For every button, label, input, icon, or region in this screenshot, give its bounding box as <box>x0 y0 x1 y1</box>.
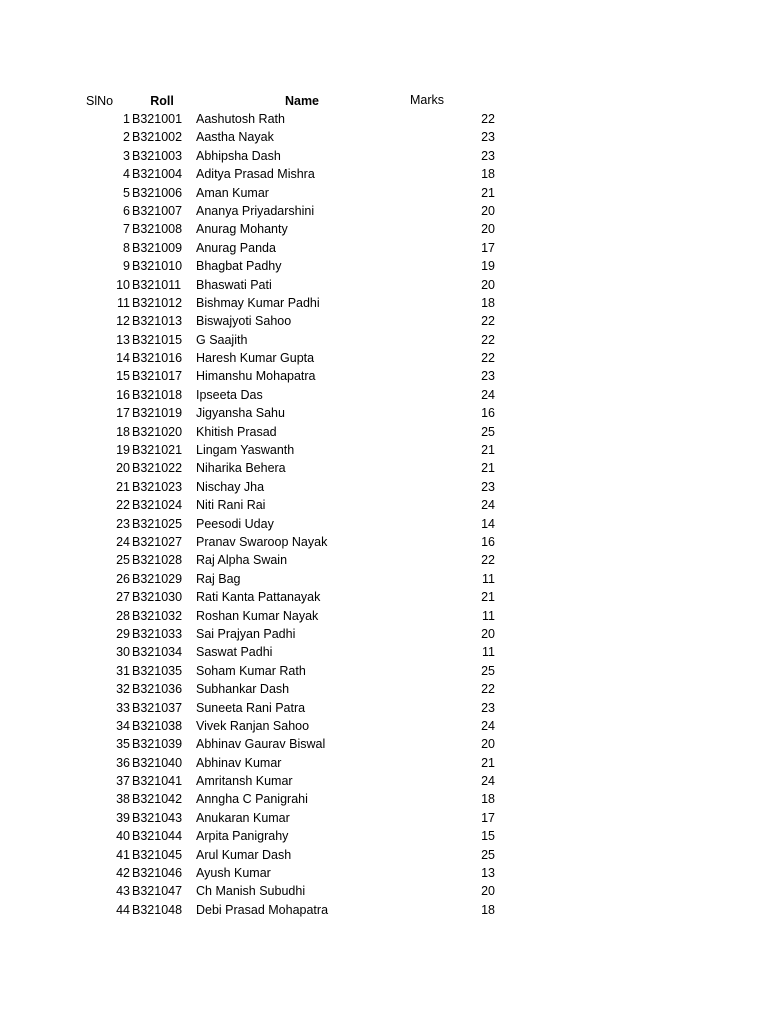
cell-roll: B321001 <box>132 112 183 126</box>
cell-marks: 17 <box>481 810 495 825</box>
cell-roll: B321042 <box>132 792 183 807</box>
cell-marks: 20 <box>481 737 495 752</box>
table-row <box>0 202 768 220</box>
header-marks: Marks <box>410 93 445 107</box>
cell-roll: B321016 <box>132 351 183 366</box>
cell-roll: B321007 <box>132 203 183 218</box>
cell-name: Haresh Kumar Gupta <box>196 351 315 366</box>
table-row <box>0 643 768 661</box>
cell-slno: 21 <box>116 479 130 494</box>
cell-slno: 1 <box>123 112 130 126</box>
table-row <box>0 790 768 808</box>
cell-name: Niharika Behera <box>196 461 286 476</box>
table-row <box>0 551 768 569</box>
table-row <box>0 809 768 827</box>
cell-name: Bishmay Kumar Padhi <box>196 295 320 310</box>
table-row <box>0 294 768 312</box>
cell-marks: 20 <box>481 626 495 641</box>
cell-roll: B321046 <box>132 866 183 881</box>
table-row <box>0 441 768 459</box>
cell-roll: B321030 <box>132 590 183 605</box>
cell-marks: 11 <box>482 645 495 660</box>
cell-name: Amritansh Kumar <box>196 774 293 789</box>
cell-slno: 42 <box>116 866 130 881</box>
cell-roll: B321027 <box>132 534 183 549</box>
table-row <box>0 220 768 238</box>
cell-marks: 23 <box>481 130 495 145</box>
cell-marks: 20 <box>481 277 495 292</box>
cell-marks: 17 <box>481 240 495 255</box>
cell-marks: 25 <box>481 663 495 678</box>
cell-roll: B321048 <box>132 902 183 917</box>
table-row <box>0 533 768 551</box>
cell-roll: B321004 <box>132 167 183 182</box>
cell-roll: B321023 <box>132 479 183 494</box>
cell-marks: 18 <box>481 167 495 182</box>
table-row <box>0 496 768 514</box>
table-row <box>0 846 768 864</box>
cell-roll: B321017 <box>132 369 183 384</box>
cell-marks: 15 <box>481 829 495 844</box>
cell-marks: 20 <box>481 203 495 218</box>
cell-slno: 29 <box>116 626 130 641</box>
cell-marks: 22 <box>481 682 495 697</box>
cell-marks: 19 <box>481 259 495 274</box>
cell-roll: B321018 <box>132 387 183 402</box>
cell-roll: B321024 <box>132 498 183 513</box>
table-row <box>0 625 768 643</box>
table-row <box>0 184 768 202</box>
table-row <box>0 312 768 330</box>
cell-slno: 33 <box>116 700 130 715</box>
cell-roll: B321044 <box>132 829 183 844</box>
cell-name: Aashutosh Rath <box>196 112 285 126</box>
cell-slno: 36 <box>116 755 130 770</box>
cell-name: Debi Prasad Mohapatra <box>196 902 329 917</box>
cell-roll: B321033 <box>132 626 183 641</box>
cell-marks: 23 <box>481 479 495 494</box>
cell-marks: 18 <box>481 792 495 807</box>
cell-slno: 6 <box>123 203 130 218</box>
cell-marks: 22 <box>481 553 495 568</box>
cell-marks: 11 <box>482 608 495 623</box>
table-row <box>0 680 768 698</box>
cell-roll: B321029 <box>132 571 183 586</box>
header-row <box>0 92 768 110</box>
cell-name: Anurag Mohanty <box>196 222 288 237</box>
header-slno: SlNo <box>86 94 114 108</box>
cell-marks: 14 <box>481 516 495 531</box>
cell-slno: 7 <box>123 222 130 237</box>
cell-name: Peesodi Uday <box>196 516 274 531</box>
cell-name: Abhinav Gaurav Biswal <box>196 737 326 752</box>
cell-name: Niti Rani Rai <box>196 498 266 513</box>
cell-name: Raj Alpha Swain <box>196 553 288 568</box>
table-row <box>0 147 768 165</box>
table-row <box>0 864 768 882</box>
table-row <box>0 349 768 367</box>
cell-slno: 9 <box>123 259 130 274</box>
cell-roll: B321009 <box>132 240 183 255</box>
cell-marks: 16 <box>481 534 495 549</box>
cell-name: Himanshu Mohapatra <box>196 369 316 384</box>
cell-name: Arul Kumar Dash <box>196 847 292 862</box>
cell-name: Abhipsha Dash <box>196 148 281 163</box>
cell-marks: 24 <box>481 718 495 733</box>
cell-marks: 21 <box>481 590 495 605</box>
cell-name: Nischay Jha <box>196 479 265 494</box>
cell-slno: 39 <box>116 810 130 825</box>
cell-roll: B321032 <box>132 608 183 623</box>
cell-name: Roshan Kumar Nayak <box>196 608 319 623</box>
cell-marks: 22 <box>481 332 495 347</box>
cell-roll: B321043 <box>132 810 183 825</box>
cell-marks: 11 <box>482 571 495 586</box>
cell-marks: 18 <box>481 902 495 917</box>
cell-roll: B321037 <box>132 700 183 715</box>
cell-slno: 43 <box>116 884 130 899</box>
cell-roll: B321039 <box>132 737 183 752</box>
cell-slno: 41 <box>116 847 130 862</box>
cell-slno: 10 <box>116 277 130 292</box>
cell-marks: 21 <box>481 185 495 200</box>
cell-name: Jigyansha Sahu <box>196 406 285 421</box>
cell-marks: 21 <box>481 461 495 476</box>
cell-slno: 25 <box>116 553 130 568</box>
table-row <box>0 276 768 294</box>
cell-roll: B321010 <box>132 259 183 274</box>
cell-name: Aditya Prasad Mishra <box>196 167 315 182</box>
table-row <box>0 423 768 441</box>
student-rows <box>0 110 768 919</box>
cell-name: Sai Prajyan Padhi <box>196 626 296 641</box>
cell-marks: 22 <box>481 314 495 329</box>
table-row <box>0 331 768 349</box>
table-row <box>0 827 768 845</box>
table-row <box>0 772 768 790</box>
header-name: Name <box>284 94 320 108</box>
cell-name: Pranav Swaroop Nayak <box>196 534 328 549</box>
cell-roll: B321013 <box>132 314 183 329</box>
cell-roll: B321040 <box>132 755 183 770</box>
cell-roll: B321015 <box>132 332 183 347</box>
cell-slno: 23 <box>116 516 130 531</box>
cell-name: Anukaran Kumar <box>196 810 290 825</box>
cell-roll: B321035 <box>132 663 183 678</box>
cell-roll: B321012 <box>132 295 183 310</box>
cell-slno: 2 <box>123 130 130 145</box>
cell-name: G Saajith <box>196 332 248 347</box>
table-row <box>0 110 768 128</box>
cell-name: Abhinav Kumar <box>196 755 282 770</box>
table-row <box>0 386 768 404</box>
cell-slno: 26 <box>116 571 130 586</box>
cell-slno: 17 <box>116 406 130 421</box>
table-row <box>0 754 768 772</box>
cell-slno: 24 <box>116 534 130 549</box>
cell-slno: 8 <box>123 240 130 255</box>
cell-slno: 37 <box>116 774 130 789</box>
cell-slno: 22 <box>116 498 130 513</box>
cell-name: Lingam Yaswanth <box>196 443 295 458</box>
cell-name: Anurag Panda <box>196 240 276 255</box>
table-row <box>0 570 768 588</box>
header-roll: Roll <box>150 94 174 108</box>
cell-marks: 23 <box>481 148 495 163</box>
cell-slno: 30 <box>116 645 130 660</box>
cell-roll: B321041 <box>132 774 183 789</box>
cell-name: Ayush Kumar <box>196 866 271 881</box>
cell-marks: 13 <box>481 866 495 881</box>
cell-slno: 31 <box>116 663 130 678</box>
cell-name: Ananya Priyadarshini <box>196 203 315 218</box>
cell-roll: B321034 <box>132 645 183 660</box>
cell-roll: B321003 <box>132 148 183 163</box>
cell-name: Bhagbat Padhy <box>196 259 282 274</box>
table-row <box>0 882 768 900</box>
cell-marks: 20 <box>481 884 495 899</box>
cell-roll: B321047 <box>132 884 183 899</box>
cell-roll: B321006 <box>132 185 183 200</box>
cell-roll: B321008 <box>132 222 183 237</box>
cell-name: Raj Bag <box>196 571 241 586</box>
table-row <box>0 459 768 477</box>
cell-slno: 18 <box>116 424 130 439</box>
cell-marks: 20 <box>481 222 495 237</box>
cell-slno: 13 <box>116 332 130 347</box>
cell-name: Ipseeta Das <box>196 387 263 402</box>
table-row <box>0 662 768 680</box>
cell-marks: 18 <box>481 295 495 310</box>
cell-name: Bhaswati Pati <box>196 277 272 292</box>
cell-name: Suneeta Rani Patra <box>196 700 306 715</box>
cell-name: Aastha Nayak <box>196 130 274 145</box>
table-row <box>0 717 768 735</box>
cell-slno: 15 <box>116 369 130 384</box>
cell-slno: 11 <box>117 295 130 310</box>
cell-slno: 27 <box>116 590 130 605</box>
cell-slno: 44 <box>116 902 130 917</box>
cell-slno: 40 <box>116 829 130 844</box>
cell-roll: B321011 <box>132 277 182 292</box>
cell-roll: B321045 <box>132 847 183 862</box>
table-row <box>0 257 768 275</box>
cell-roll: B321025 <box>132 516 183 531</box>
cell-slno: 12 <box>116 314 130 329</box>
cell-name: Aman Kumar <box>196 185 269 200</box>
table-row <box>0 404 768 422</box>
cell-slno: 16 <box>116 387 130 402</box>
table-row <box>0 901 768 919</box>
cell-roll: B321002 <box>132 130 183 145</box>
cell-slno: 14 <box>116 351 130 366</box>
cell-name: Rati Kanta Pattanayak <box>196 590 321 605</box>
cell-slno: 32 <box>116 682 130 697</box>
cell-marks: 16 <box>481 406 495 421</box>
cell-slno: 28 <box>116 608 130 623</box>
cell-name: Arpita Panigrahy <box>196 829 289 844</box>
cell-marks: 25 <box>481 424 495 439</box>
table-row <box>0 239 768 257</box>
table-row <box>0 735 768 753</box>
cell-name: Vivek Ranjan Sahoo <box>196 718 310 733</box>
cell-marks: 23 <box>481 369 495 384</box>
table-row <box>0 478 768 496</box>
cell-roll: B321028 <box>132 553 183 568</box>
cell-name: Anngha C Panigrahi <box>196 792 308 807</box>
cell-marks: 22 <box>481 351 495 366</box>
cell-slno: 34 <box>116 718 130 733</box>
cell-slno: 20 <box>116 461 130 476</box>
cell-marks: 24 <box>481 498 495 513</box>
cell-slno: 19 <box>116 443 130 458</box>
cell-roll: B321019 <box>132 406 183 421</box>
cell-marks: 24 <box>481 387 495 402</box>
table-row <box>0 165 768 183</box>
cell-name: Biswajyoti Sahoo <box>196 314 292 329</box>
cell-marks: 21 <box>481 443 495 458</box>
table-row <box>0 607 768 625</box>
table-row <box>0 588 768 606</box>
table-row <box>0 515 768 533</box>
cell-marks: 23 <box>481 700 495 715</box>
cell-name: Saswat Padhi <box>196 645 273 660</box>
cell-roll: B321038 <box>132 718 183 733</box>
cell-name: Soham Kumar Rath <box>196 663 306 678</box>
cell-marks: 22 <box>481 112 495 126</box>
cell-name: Khitish Prasad <box>196 424 277 439</box>
cell-slno: 38 <box>116 792 130 807</box>
cell-roll: B321036 <box>132 682 183 697</box>
cell-marks: 25 <box>481 847 495 862</box>
cell-roll: B321020 <box>132 424 183 439</box>
cell-slno: 4 <box>123 167 130 182</box>
cell-slno: 35 <box>116 737 130 752</box>
table-row <box>0 128 768 146</box>
cell-marks: 21 <box>481 755 495 770</box>
cell-slno: 5 <box>123 185 130 200</box>
cell-name: Subhankar Dash <box>196 682 290 697</box>
cell-name: Ch Manish Subudhi <box>196 884 306 899</box>
cell-roll: B321021 <box>132 443 183 458</box>
table-row <box>0 699 768 717</box>
cell-marks: 24 <box>481 774 495 789</box>
cell-roll: B321022 <box>132 461 183 476</box>
table-row <box>0 367 768 385</box>
cell-slno: 3 <box>123 148 130 163</box>
